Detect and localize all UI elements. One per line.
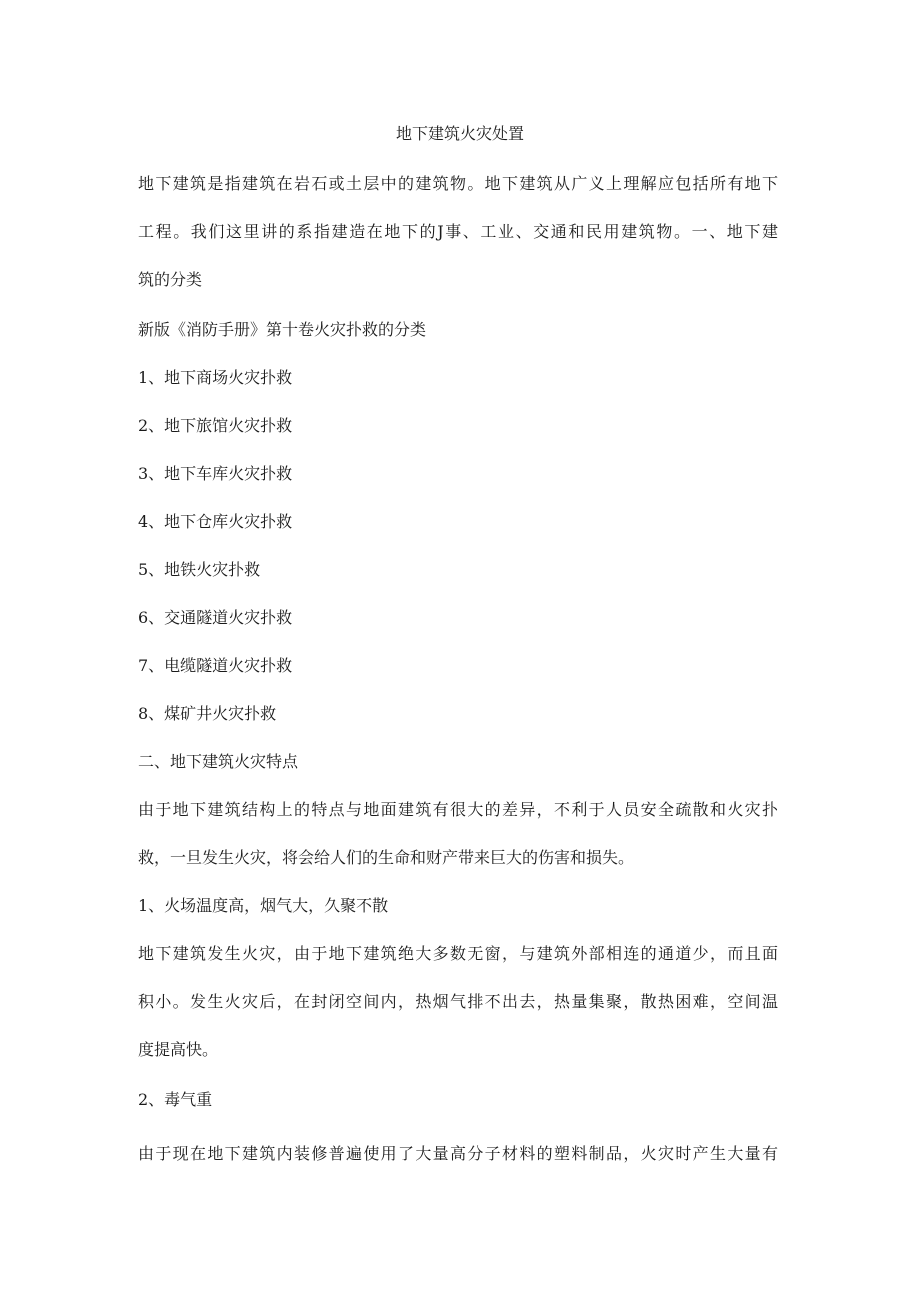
category-item-8: 8、煤矿井火灾扑救 xyxy=(138,704,277,723)
point-1-body-line-2: 积小。发生火灾后，在封闭空间内，热烟气排不出去，热量集聚，散热困难，空间温 xyxy=(138,992,778,1011)
point-2-body-line-1: 由于现在地下建筑内装修普遍使用了大量高分子材料的塑料制品，火灾时产生大量有 xyxy=(138,1144,778,1163)
category-item-2: 2、地下旅馆火灾扑救 xyxy=(138,416,293,435)
section-2-heading: 二、地下建筑火灾特点 xyxy=(138,752,299,771)
category-item-3: 3、地下车库火灾扑救 xyxy=(138,464,293,483)
section-2-intro-line-2: 救，一旦发生火灾，将会给人们的生命和财产带来巨大的伤害和损失。 xyxy=(138,848,635,867)
point-1-body-line-1: 地下建筑发生火灾，由于地下建筑绝大多数无窗，与建筑外部相连的通道少，而且面 xyxy=(138,944,778,963)
category-item-7: 7、电缆隧道火灾扑救 xyxy=(138,656,293,675)
point-1-heading: 1、火场温度高，烟气大，久聚不散 xyxy=(138,896,389,915)
intro-line-3: 筑的分类 xyxy=(138,270,203,289)
category-item-1: 1、地下商场火灾扑救 xyxy=(138,368,293,387)
point-2-heading: 2、毒气重 xyxy=(138,1090,213,1109)
category-item-4: 4、地下仓库火灾扑救 xyxy=(138,512,293,531)
point-1-body-line-3: 度提高快。 xyxy=(138,1040,219,1059)
document-title: 地下建筑火灾处置 xyxy=(395,124,524,143)
classification-source: 新版《消防手册》第十卷火灾扑救的分类 xyxy=(138,320,427,339)
category-item-6: 6、交通隧道火灾扑救 xyxy=(138,608,293,627)
section-2-intro-line-1: 由于地下建筑结构上的特点与地面建筑有很大的差异，不利于人员安全疏散和火灾扑 xyxy=(138,800,778,819)
intro-line-2: 工程。我们这里讲的系指建造在地下的J事、工业、交通和民用建筑物。一、地下建 xyxy=(138,222,778,241)
category-item-5: 5、地铁火灾扑救 xyxy=(138,560,261,579)
intro-line-1: 地下建筑是指建筑在岩石或土层中的建筑物。地下建筑从广义上理解应包括所有地下 xyxy=(138,174,778,193)
